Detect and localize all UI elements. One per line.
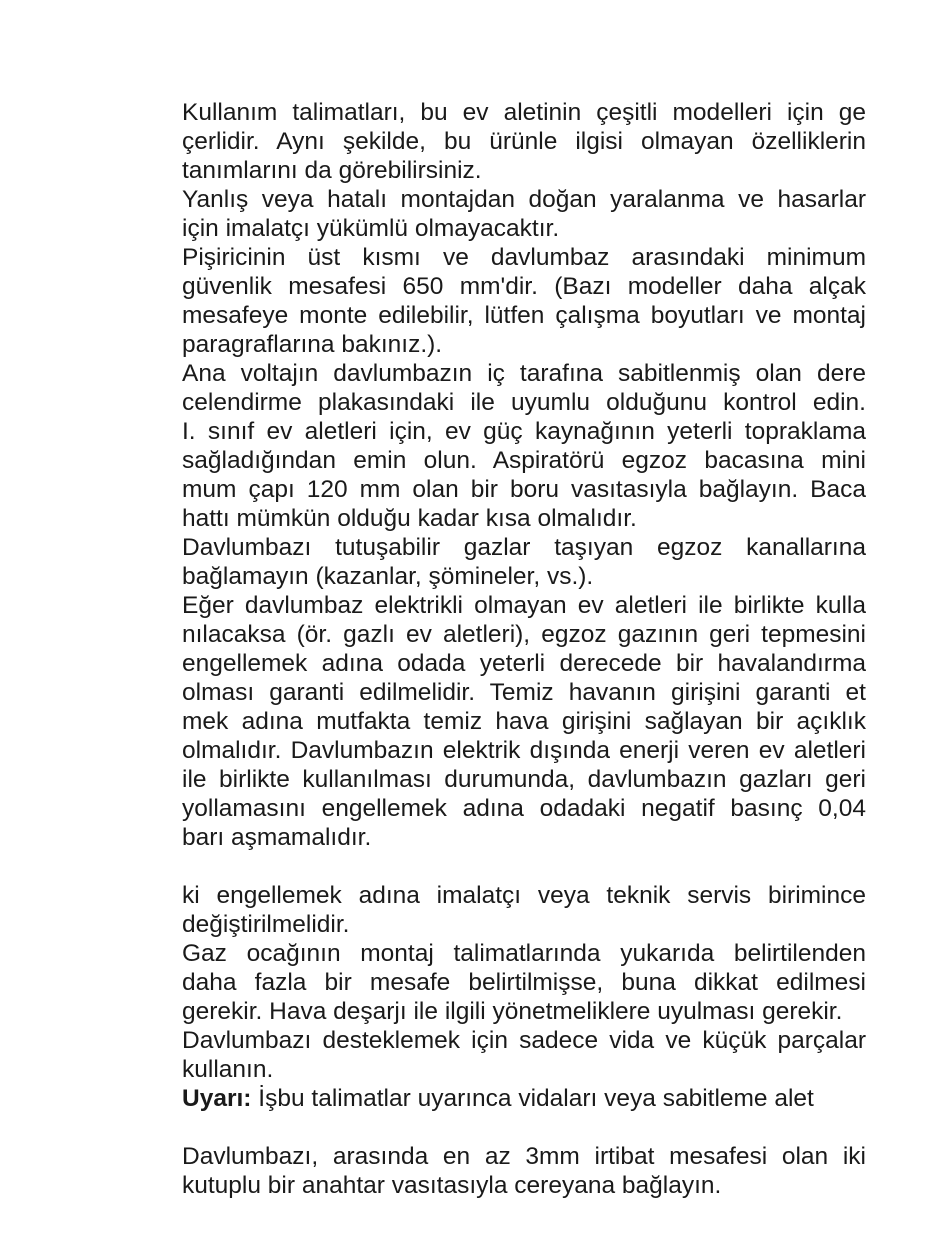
paragraph-gas-hob	[182, 939, 866, 1026]
paragraph-ventilation	[182, 591, 866, 852]
text-line: Eğer davlumbaz elektrikli olmayan ev aletleri ile birlikte kulla	[182, 592, 866, 619]
paragraph-voltage-grounding	[182, 359, 866, 533]
text-line: çerlidir. Aynı şekilde, bu ürünle ilgisi olmayan özelliklerin	[182, 128, 866, 155]
text-line: Kullanım talimatları, bu ev aletinin çeşitli modelleri için ge	[182, 99, 866, 126]
text-line: tanımlarını da görebilirsiniz.	[182, 157, 482, 184]
warning-text: İşbu talimatlar uyarınca vidaları veya sabitleme alet	[258, 1085, 814, 1112]
text-line: celendirme plakasındaki ile uyumlu olduğunu kontrol edin.	[182, 389, 866, 416]
text-line: Pişiricinin üst kısmı ve davlumbaz arasındaki minimum	[182, 244, 866, 271]
blank-line	[182, 1113, 866, 1142]
paragraph-replacement	[182, 881, 866, 939]
text-line: ki engellemek adına imalatçı veya teknik servis birimince	[182, 882, 866, 909]
paragraph-exhaust-ducts	[182, 533, 866, 591]
text-line: kutuplu bir anahtar vasıtasıyla cereyana bağlayın.	[182, 1172, 722, 1199]
text-line: için imalatçı yükümlü olmayacaktır.	[182, 215, 560, 242]
text-line: hattı mümkün olduğu kadar kısa olmalıdır.	[182, 505, 637, 532]
text-line: daha fazla bir mesafe belirtilmişse, buna dikkat edilmesi	[182, 969, 866, 996]
paragraph-power-switch	[182, 1142, 866, 1200]
text-line: Ana voltajın davlumbazın iç tarafına sabitlenmiş olan dere	[182, 360, 866, 387]
paragraph-screws	[182, 1026, 866, 1084]
blank-line	[182, 852, 866, 881]
paragraph-safety-distance	[182, 243, 866, 359]
text-line: güvenlik mesafesi 650 mm'dir. (Bazı modeller daha alçak	[182, 273, 866, 300]
instruction-text-column	[182, 98, 866, 1200]
paragraph-warning	[182, 1084, 866, 1113]
warning-line	[182, 1084, 866, 1113]
warning-label: Uyarı:	[182, 1085, 252, 1112]
text-line: Davlumbazı, arasında en az 3mm irtibat mesafesi olan iki	[182, 1143, 866, 1170]
text-line: Davlumbazı desteklemek için sadece vida ve küçük parçalar	[182, 1027, 866, 1054]
text-line: kullanın.	[182, 1056, 274, 1083]
text-line: olmalıdır. Davlumbazın elektrik dışında enerji veren ev aletleri	[182, 737, 866, 764]
text-line: engellemek adına odada yeterli derecede bir havalandırma	[182, 650, 866, 677]
text-line: Yanlış veya hatalı montajdan doğan yaralanma ve hasarlar	[182, 186, 866, 213]
text-line: yollamasını engellemek adına odadaki negatif basınç 0,04	[182, 795, 866, 822]
text-line: mum çapı 120 mm olan bir boru vasıtasıyla bağlayın. Baca	[182, 476, 866, 503]
text-line: ile birlikte kullanılması durumunda, davlumbazın gazları geri	[182, 766, 866, 793]
text-line: bağlamayın (kazanlar, şömineler, vs.).	[182, 563, 594, 590]
text-line: olması garanti edilmelidir. Temiz havanın girişini garanti et	[182, 679, 866, 706]
text-line: mesafeye monte edilebilir, lütfen çalışma boyutları ve montaj	[182, 302, 866, 329]
text-line: mek adına mutfakta temiz hava girişini sağlayan bir açıklık	[182, 708, 866, 735]
text-line: Gaz ocağının montaj talimatlarında yukarıda belirtilenden	[182, 940, 866, 967]
text-line: değiştirilmelidir.	[182, 911, 350, 938]
text-line: nılacaksa (ör. gazlı ev aletleri), egzoz gazının geri tepmesini	[182, 621, 866, 648]
text-line: Davlumbazı tutuşabilir gazlar taşıyan egzoz kanallarına	[182, 534, 866, 561]
text-line: sağladığından emin olun. Aspiratörü egzoz bacasına mini	[182, 447, 866, 474]
text-line: gerekir. Hava deşarjı ile ilgili yönetmeliklere uyulması gerekir.	[182, 998, 843, 1025]
paragraph-models	[182, 98, 866, 185]
text-line: paragraflarına bakınız.).	[182, 331, 443, 358]
text-line: I. sınıf ev aletleri için, ev güç kaynağının yeterli topraklama	[182, 418, 866, 445]
text-line: barı aşmamalıdır.	[182, 824, 372, 851]
paragraph-liability	[182, 185, 866, 243]
